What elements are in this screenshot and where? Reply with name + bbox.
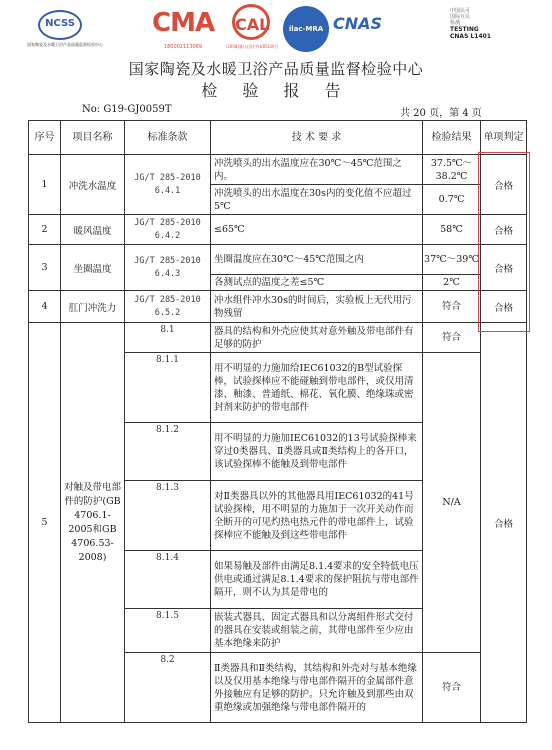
cma-number: 180002113069 bbox=[163, 44, 203, 50]
ilac-mark: ilac-MRA bbox=[288, 25, 324, 33]
row-no: 1 bbox=[29, 155, 61, 215]
report-title: 检 验 报 告 bbox=[201, 81, 351, 100]
row-no: 3 bbox=[29, 245, 61, 291]
report-number: No: G19-GJ0059T bbox=[82, 104, 172, 115]
row-req: ≤65℃ bbox=[211, 215, 423, 245]
table-row bbox=[29, 155, 527, 185]
row-res: 37℃～39℃ bbox=[423, 245, 481, 275]
clause-number: 8.2 bbox=[125, 653, 211, 723]
clause-req: Ⅱ类器具和Ⅱ类结构，其结构和外壳对与基本绝缘以及仅用基本绝缘与带电部件隔开的金属部件意外接触应有足够的防护。只允许触及到那些由双重绝缘或加强绝缘与带电部件隔开的 bbox=[211, 653, 423, 723]
row-item: 暖风温度 bbox=[61, 215, 125, 245]
row-item: 对触及带电部件的防护(GB 4706.1-2005和GB 4706.53-2008) bbox=[61, 323, 125, 723]
inspection-table bbox=[28, 120, 527, 723]
testing-cn-3: 检测 bbox=[450, 20, 461, 26]
row-res: 2℃ bbox=[423, 275, 481, 291]
ncss-mark: NCSS bbox=[38, 10, 82, 40]
highlight-box bbox=[478, 152, 530, 332]
clause-res-na: N/A bbox=[423, 353, 481, 653]
row-verdict: 合格 bbox=[481, 291, 527, 323]
clause-req: 用不明显的力施加IEC61032的13号试验探棒来穿过0类器具、Ⅱ类器具或Ⅱ类结构上的各开口，该试验探棒不能触及到带电部件 bbox=[211, 423, 423, 481]
row-req: 冲水组件冲水30s的时间后，实验板上无代用污物残留 bbox=[211, 291, 423, 323]
clause-number: 8.1.5 bbox=[125, 609, 211, 653]
row-item: 肛门冲洗力 bbox=[61, 291, 125, 323]
row-std: JG/T 285-2010 6.4.2 bbox=[125, 215, 211, 245]
table-header-row bbox=[29, 121, 527, 155]
row-verdict: 合格 bbox=[481, 323, 527, 723]
clause-number: 8.1 bbox=[125, 323, 211, 353]
row-std: JG/T 285-2010 6.4.3 bbox=[125, 245, 211, 291]
header-no: 序号 bbox=[29, 121, 61, 155]
header-item: 项目名称 bbox=[61, 121, 125, 155]
clause-res: 符合 bbox=[423, 323, 481, 353]
cal-mark: CAL bbox=[232, 4, 270, 40]
header-res: 检验结果 bbox=[423, 121, 481, 155]
testing-accreditation bbox=[450, 8, 520, 52]
testing-en-1: TESTING bbox=[450, 26, 479, 33]
row-verdict: 合格 bbox=[481, 215, 527, 245]
clause-res: 符合 bbox=[423, 653, 481, 723]
row-std: JG/T 285-2010 6.5.2 bbox=[125, 291, 211, 323]
clause-req: 器具的结构和外壳应使其对意外触及带电部件有足够的防护 bbox=[211, 323, 423, 353]
table-row bbox=[29, 323, 527, 353]
header-req: 技 术 要 求 bbox=[211, 121, 423, 155]
clause-number: 8.1.1 bbox=[125, 353, 211, 423]
row-item: 冲洗水温度 bbox=[61, 155, 125, 215]
clause-req: 用不明显的力施加给IEC61032的B型试验探棒，试验探棒应不能碰触到带电部件，或仅用清漆、釉漆、普通纸、棉花、氧化膜、绝缘珠或密封剂来防护的带电部件 bbox=[211, 353, 423, 423]
header-verdict: 单项判定 bbox=[481, 121, 527, 155]
organization-name: 国家陶瓷及水暖卫浴产品质量监督检验中心 bbox=[128, 60, 424, 78]
ilac-mra-logo bbox=[283, 6, 329, 52]
row-req: 各测试点的温度之差≤5℃ bbox=[211, 275, 423, 291]
row-no: 4 bbox=[29, 291, 61, 323]
cma-logo bbox=[148, 6, 218, 54]
testing-cn-1: 中国认可 bbox=[450, 8, 471, 14]
clause-number: 8.1.2 bbox=[125, 423, 211, 481]
testing-cn-2: 国际互认 bbox=[450, 14, 471, 20]
row-item: 坐圈温度 bbox=[61, 245, 125, 291]
page-info: 共 20 页，第 4 页 bbox=[400, 108, 482, 119]
clause-req: 嵌装式器具、固定式器具和以分离组件形式交付的器具在安装或组装之前，其带电部件至少应由基本绝缘来防护 bbox=[211, 609, 423, 653]
table-row bbox=[29, 245, 527, 275]
row-verdict: 合格 bbox=[481, 245, 527, 291]
ncss-logo bbox=[16, 6, 114, 54]
row-verdict: 合格 bbox=[481, 155, 527, 215]
cal-number: (2008)量认(国)字(U0519)号 bbox=[225, 44, 279, 49]
clause-number: 8.1.4 bbox=[125, 551, 211, 609]
cal-logo bbox=[222, 4, 282, 54]
row-res: 37.5℃～38.2℃ bbox=[423, 155, 481, 185]
row-res: 符合 bbox=[423, 291, 481, 323]
row-req: 冲洗喷头的出水温度应在30℃～45℃范围之内。 bbox=[211, 155, 423, 185]
table-row bbox=[29, 215, 527, 245]
testing-en-2: CNAS L1401 bbox=[450, 33, 492, 40]
table-row bbox=[29, 291, 527, 323]
clause-req: 如果易触及部件由满足8.1.4要求的安全特低电压供电或通过满足8.1.4要求的保护阻抗与带电部件隔开，则不认为其是带电的 bbox=[211, 551, 423, 609]
cma-mark: CMA bbox=[152, 8, 215, 38]
logo-bar bbox=[0, 0, 552, 58]
clause-req: 对Ⅱ类器具以外的其他器具用IEC61032的41号试验探棒，用不明显的力施加于一次开关动作而全断开的可见灼热电热元件的带电部件上，试验探棒应不能触及到这些带电部件 bbox=[211, 481, 423, 551]
cnas-logo bbox=[333, 8, 397, 48]
row-res: 58℃ bbox=[423, 215, 481, 245]
cnas-mark: CNAS bbox=[333, 14, 383, 33]
ncss-caption: 国家陶瓷及水暖卫浴产品质量监督检验中心 bbox=[27, 42, 103, 47]
row-no: 2 bbox=[29, 215, 61, 245]
row-req: 冲洗喷头的出水温度在30s内的变化值不应超过5℃ bbox=[211, 185, 423, 215]
row-res: 0.7℃ bbox=[423, 185, 481, 215]
header-std: 标准条款 bbox=[125, 121, 211, 155]
clause-number: 8.1.3 bbox=[125, 481, 211, 551]
row-std: JG/T 285-2010 6.4.1 bbox=[125, 155, 211, 215]
row-no: 5 bbox=[29, 323, 61, 723]
row-req: 坐圈温度应在30℃～45℃范围之内 bbox=[211, 245, 423, 275]
